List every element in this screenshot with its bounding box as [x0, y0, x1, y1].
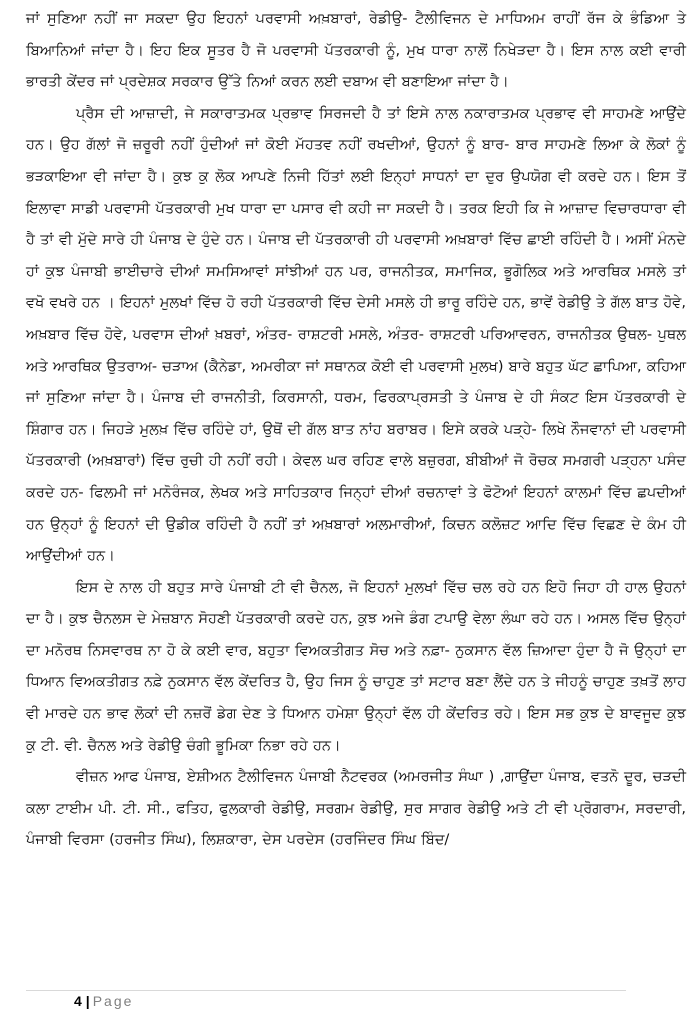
page-number: 4	[74, 993, 82, 1009]
page-label: Page	[92, 993, 134, 1009]
footer-separator: |	[85, 993, 90, 1009]
page-footer	[74, 993, 133, 1009]
paragraph-3: ਇਸ ਦੇ ਨਾਲ ਹੀ ਬਹੁਤ ਸਾਰੇ ਪੰਜਾਬੀ ਟੀ ਵੀ ਚੈਨਲ, ਜੋ ਇਹਨਾਂ ਮੁਲਖਾਂ ਵਿੱਚ ਚਲ ਰਹੇ ਹਨ ਇਹੋ ਜਿਹਾ ਹੀ ਹਾਲ ਉਹਨਾਂ ਦਾ ਹੈ। ਕੁਝ ਚੈਨਲਸ ਦੇ ਮੇਜ਼ਬਾਨ ਸੋਹਣੀ ਪੱਤਰਕਾਰੀ ਕਰਦੇ ਹਨ, ਕੁਝ ਅਜੇ ਡੰਗ ਟਪਾਉ ਵੇਲਾ ਲੰਘਾ ਰਹੇ ਹਨ। ਅਸਲ ਵਿੱਚ ਉਨ੍ਹਾਂ ਦਾ ਮਨੋਰਥ ਨਿਸਵਾਰਥ ਨਾ ਹੋ ਕੇ ਕਈ ਵਾਰ, ਬਹੁਤਾ ਵਿਅਕਤੀਗਤ ਸੋਚ ਅਤੇ ਨਫ਼ਾ- ਨੁਕਸਾਨ ਵੱਲ ਜ਼ਿਆਦਾ ਹੁੰਦਾ ਹੈ ਜੋ ਉਨ੍ਹਾਂ ਦਾ ਧਿਆਨ ਵਿਅਕਤੀਗਤ ਨਫ਼ੇ ਨੁਕਸਾਨ ਵੱਲ ਕੇਂਦਰਿਤ ਹੈ, ਉਹ ਜਿਸ ਨੂੰ ਚਾਹੁਣ ਤਾਂ ਸਟਾਰ ਬਣਾ ਲੈਂਦੇ ਹਨ ਤੇ ਜੀਹਨੂੰ ਚਾਹੁਣ ਤਖ਼ਤੋਂ ਲਾਹ ਵੀ ਮਾਰਦੇ ਹਨ ਭਾਵ ਲੋਕਾਂ ਦੀ ਨਜ਼ਰੋਂ ਡੇਗ ਦੇਣ ਤੇ ਧਿਆਨ ਹਮੇਸ਼ਾ ਉਨ੍ਹਾਂ ਵੱਲ ਹੀ ਕੇਂਦਰਿਤ ਰਹੇ। ਇਸ ਸਭ ਕੁਝ ਦੇ ਬਾਵਜੂਦ ਕੁਝ ਕੁ ਟੀ. ਵੀ. ਚੈਨਲ ਅਤੇ ਰੇਡੀਉ ਚੰਗੀ ਭੂਮਿਕਾ ਨਿਭਾ ਰਹੇ ਹਨ।	[26, 579, 686, 754]
body-text	[26, 4, 686, 857]
footer-divider	[26, 990, 626, 991]
paragraph-2: ਪ੍ਰੈਸ ਦੀ ਆਜ਼ਾਦੀ, ਜੇ ਸਕਾਰਾਤਮਕ ਪ੍ਰਭਾਵ ਸਿਰਜਦੀ ਹੈ ਤਾਂ ਇਸੇ ਨਾਲ ਨਕਾਰਾਤਮਕ ਪ੍ਰਭਾਵ ਵੀ ਸਾਹਮਣੇ ਆਉਂਦੇ ਹਨ। ਉਹ ਗੱਲਾਂ ਜੋ ਜ਼ਰੂਰੀ ਨਹੀਂ ਹੁੰਦੀਆਂ ਜਾਂ ਕੋਈ ਮੱਹਤਵ ਨਹੀਂ ਰਖਦੀਆਂ, ਉਹਨਾਂ ਨੂੰ ਬਾਰ- ਬਾਰ ਸਾਹਮਣੇ ਲਿਆ ਕੇ ਲੋਕਾਂ ਨੂੰ ਭੜਕਾਇਆ ਵੀ ਜਾਂਦਾ ਹੈ। ਕੁਝ ਕੁ ਲੋਕ ਆਪਣੇ ਨਿਜੀ ਹਿੱਤਾਂ ਲਈ ਇਨ੍ਹਾਂ ਸਾਧਨਾਂ ਦਾ ਦੁਰ ਉਪਯੋਗ ਵੀ ਕਰਦੇ ਹਨ। ਇਸ ਤੋਂ ਇਲਾਵਾ ਸਾਡੀ ਪਰਵਾਸੀ ਪੱਤਰਕਾਰੀ ਮੁਖ ਧਾਰਾ ਦਾ ਪਸਾਰ ਵੀ ਕਹੀ ਜਾ ਸਕਦੀ ਹੈ। ਤਰਕ ਇਹੀ ਕਿ ਜੇ ਆਜ਼ਾਦ ਵਿਚਾਰਧਾਰਾ ਵੀ ਹੈ ਤਾਂ ਵੀ ਮੁੱਦੇ ਸਾਰੇ ਹੀ ਪੰਜਾਬ ਦੇ ਹੁੰਦੇ ਹਨ। ਪੰਜਾਬ ਦੀ ਪੱਤਰਕਾਰੀ ਹੀ ਪਰਵਾਸੀ ਅਖ਼ਬਾਰਾਂ ਵਿੱਚ ਛਾਈ ਰਹਿੰਦੀ ਹੈ। ਅਸੀਂ ਮੰਨਦੇ ਹਾਂ ਕੁਝ ਪੰਜਾਬੀ ਭਾਈਚਾਰੇ ਦੀਆਂ ਸਮਸਿਆਵਾਂ ਸਾਂਝੀਆਂ ਹਨ ਪਰ, ਰਾਜਨੀਤਕ, ਸਮਾਜਿਕ, ਭੂਗੋਲਿਕ ਅਤੇ ਆਰਥਿਕ ਮਸਲੇ ਤਾਂ ਵਖੋ ਵਖਰੇ ਹਨ । ਇਹਨਾਂ ਮੁਲਖਾਂ ਵਿੱਚ ਹੋ ਰਹੀ ਪੱਤਰਕਾਰੀ ਵਿੱਚ ਦੇਸੀ ਮਸਲੇ ਹੀ ਭਾਰੂ ਰਹਿੰਦੇ ਹਨ, ਭਾਵੇਂ ਰੇਡੀਉ ਤੇ ਗੱਲ ਬਾਤ ਹੋਵੇ, ਅਖ਼ਬਾਰ ਵਿੱਚ ਹੋਵੇ, ਪਰਵਾਸ ਦੀਆਂ ਖ਼ਬਰਾਂ, ਅੰਤਰ- ਰਾਸ਼ਟਰੀ ਮਸਲੇ, ਅੰਤਰ- ਰਾਸ਼ਟਰੀ ਪਰਿਆਵਰਨ, ਰਾਜਨੀਤਕ ਉਥਲ- ਪੁਥਲ ਅਤੇ ਆਰਥਿਕ ਉਤਰਾਅ- ਚੜਾਅ (ਕੈਨੇਡਾ, ਅਮਰੀਕਾ ਜਾਂ ਸਥਾਨਕ ਕੋਈ ਵੀ ਪਰਵਾਸੀ ਮੁਲਖ) ਬਾਰੇ ਬਹੁਤ ਘੱਟ ਛਾਪਿਆ, ਕਹਿਆ ਜਾਂ ਸੁਣਿਆ ਜਾਂਦਾ ਹੈ। ਪੰਜਾਬ ਦੀ ਰਾਜਨੀਤੀ, ਕਿਰਸਾਨੀ, ਧਰਮ, ਫਿਰਕਾਪ੍ਰਸਤੀ ਤੇ ਪੰਜਾਬ ਦੇ ਹੀ ਸੰਕਟ ਇਸ ਪੱਤਰਕਾਰੀ ਦੇ ਸ਼ਿੰਗਾਰ ਹਨ। ਜਿਹੜੇ ਮੁਲਖ਼ ਵਿੱਚ ਰਹਿੰਦੇ ਹਾਂ, ਉਥੋਂ ਦੀ ਗੱਲ ਬਾਤ ਨਾਂਹ ਬਰਾਬਰ। ਇਸੇ ਕਰਕੇ ਪੜ੍ਹੇ- ਲਿਖੇ ਨੌਜਵਾਨਾਂ ਦੀ ਪਰਵਾਸੀ ਪੱਤਰਕਾਰੀ (ਅਖ਼ਬਾਰਾਂ) ਵਿੱਚ ਰੁਚੀ ਹੀ ਨਹੀਂ ਰਹੀ। ਕੇਵਲ ਘਰ ਰਹਿਣ ਵਾਲੇ ਬਜ਼ੁਰਗ, ਬੀਬੀਆਂ ਜੋ ਰੋਚਕ ਸਮਗਰੀ ਪੜ੍ਹਨਾ ਪਸੰਦ ਕਰਦੇ ਹਨ- ਫਿਲਮੀ ਜਾਂ ਮਨੋਰੰਜਕ, ਲੇਖਕ ਅਤੇ ਸਾਹਿਤਕਾਰ ਜਿਨ੍ਹਾਂ ਦੀਆਂ ਰਚਨਾਵਾਂ ਤੇ ਫੋਟੋਆਂ ਇਹਨਾਂ ਕਾਲਮਾਂ ਵਿੱਚ ਛਪਦੀਆਂ ਹਨ ਉਨ੍ਹਾਂ ਨੂੰ ਇਹਨਾਂ ਦੀ ਉਡੀਕ ਰਹਿੰਦੀ ਹੈ ਨਹੀਂ ਤਾਂ ਅਖ਼ਬਾਰਾਂ ਅਲਮਾਰੀਆਂ, ਕਿਚਨ ਕਲੋਜ਼ਟ ਆਦਿ ਵਿੱਚ ਵਿਛਣ ਦੇ ਕੰਮ ਹੀ ਆਉਂਦੀਆਂ ਹਨ।	[26, 105, 686, 565]
paragraph-4: ਵੀਜ਼ਨ ਆਫ ਪੰਜਾਬ, ਏਸ਼ੀਅਨ ਟੈਲੀਵਿਜਨ ਪੰਜਾਬੀ ਨੈਟਵਰਕ (ਅਮਰਜੀਤ ਸੰਘਾ ) ,ਗਾਉਂਦਾ ਪੰਜਾਬ, ਵਤਨੋ ਦੂਰ, ਚੜਦੀ ਕਲਾ ਟਾਈਮ ਪੀ. ਟੀ. ਸੀ., ਫਤਿਹ, ਫੁਲਕਾਰੀ ਰੇਡੀਉ, ਸਰਗਮ ਰੇਡੀਉ, ਸੁਰ ਸਾਗਰ ਰੇਡੀਉ ਅਤੇ ਟੀ ਵੀ ਪ੍ਰੋਗਰਾਮ, ਸਰਦਾਰੀ, ਪੰਜਾਬੀ ਵਿਰਸਾ (ਹਰਜੀਤ ਸਿੰਘ), ਲਿਸ਼ਕਾਰਾ, ਦੇਸ ਪਰਦੇਸ (ਹਰਜਿੰਦਰ ਸਿੰਘ ਬਿੰਦ/	[26, 769, 686, 849]
paragraph-1: ਜਾਂ ਸੁਣਿਆ ਨਹੀਂ ਜਾ ਸਕਦਾ ਉਹ ਇਹਨਾਂ ਪਰਵਾਸੀ ਅਖ਼ਬਾਰਾਂ, ਰੇਡੀਉ- ਟੈਲੀਵਿਜਨ ਦੇ ਮਾਧਿਅਮ ਰਾਹੀਂ ਰੱਜ ਕੇ ਭੰਡਿਆ ਤੇ ਬਿਆਨਿਆਂ ਜਾਂਦਾ ਹੈ। ਇਹ ਇਕ ਸੂਤਰ ਹੈ ਜੋ ਪਰਵਾਸੀ ਪੱਤਰਕਾਰੀ ਨੂੰ, ਮੁਖ ਧਾਰਾ ਨਾਲੋਂ ਨਿਖੇੜਦਾ ਹੈ। ਇਸ ਨਾਲ ਕਈ ਵਾਰੀ ਭਾਰਤੀ ਕੇਂਦਰ ਜਾਂ ਪ੍ਰਦੇਸ਼ਕ ਸਰਕਾਰ ਉੱਤੇ ਨਿਆਂ ਕਰਨ ਲਈ ਦਬਾਅ ਵੀ ਬਣਾਇਆ ਜਾਂਦਾ ਹੈ।	[26, 11, 686, 91]
